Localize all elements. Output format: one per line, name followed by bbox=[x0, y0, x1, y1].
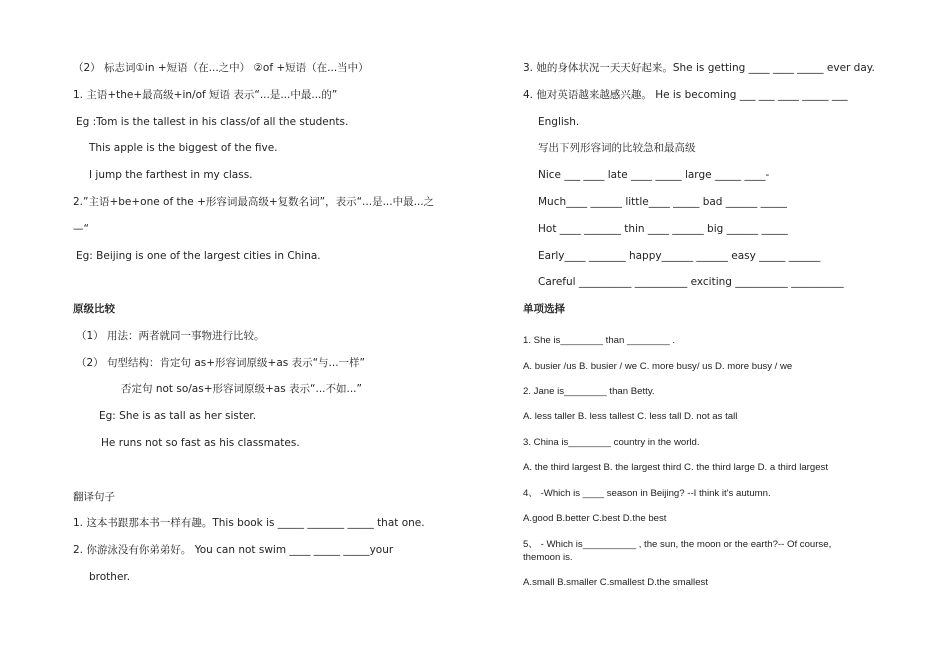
example-sister: Eg: She is as tall as her sister. bbox=[99, 410, 257, 422]
question-4: 4、 -Which is ____ season in Beijing? --I think it's autumn. bbox=[523, 488, 771, 499]
superlative-rule-2: 2.”主语+be+one of the +形容词最高级+复数名词”，表示“...是...中最...之 bbox=[73, 196, 435, 208]
structure-line: （2） 句型结构：肯定句 as+形容词原级+as 表示“与...一样” bbox=[76, 357, 365, 369]
example-jump: I jump the farthest in my class. bbox=[89, 169, 253, 181]
answers-3: A. the third largest B. the largest third C. the third large D. a third largest bbox=[523, 462, 829, 473]
question-5: 5、 - Which is__________ , the sun, the moon or the earth?-- Of course, themoon is. bbox=[523, 539, 832, 563]
answers-4: A.good B.better C.best D.the best bbox=[523, 513, 667, 524]
adjective-exercise-heading: 写出下列形容词的比较急和最高级 bbox=[538, 142, 696, 154]
example-apple: This apple is the biggest of the five. bbox=[89, 142, 278, 154]
superlative-rule-1: 1. 主语+the+最高级+in/of 短语 表示“...是...中最...的” bbox=[73, 89, 338, 101]
adjective-row-1: Nice ___ ____ late ____ _____ large _____ ____- bbox=[538, 169, 770, 181]
adjective-row-5: Careful __________ __________ exciting __________ __________ bbox=[538, 276, 844, 288]
example-classmates: He runs not so fast as his classmates. bbox=[101, 437, 300, 449]
translation-1: 1. 这本书跟那本书一样有趣。This book is _____ _______ _____ that one. bbox=[73, 517, 425, 529]
section-heading-translation: 翻译句子 bbox=[73, 491, 115, 503]
translation-4: 4. 他对英语越来越感兴趣。 He is becoming ___ ___ ____ _____ ___ bbox=[523, 89, 848, 101]
marker-words-line: （2） 标志词①in +短语（在...之中） ②of +短语（在...当中） bbox=[73, 62, 369, 74]
adjective-row-3: Hot ____ _______ thin ____ ______ big ______ _____ bbox=[538, 223, 788, 235]
example-tom: Eg :Tom is the tallest in his class/of all the students. bbox=[76, 116, 349, 128]
translation-2-cont: brother. bbox=[89, 571, 131, 583]
adjective-row-2: Much____ ______ little____ _____ bad ______ _____ bbox=[538, 196, 787, 208]
superlative-rule-2-cont: —“ bbox=[73, 223, 89, 235]
example-beijing: Eg: Beijing is one of the largest cities in China. bbox=[76, 250, 321, 262]
translation-2: 2. 你游泳没有你弟弟好。 You can not swim ____ _____ _____your bbox=[73, 544, 394, 556]
translation-3: 3. 她的身体状况一天天好起来。She is getting ____ ____ _____ ever day. bbox=[523, 62, 875, 74]
adjective-row-4: Early____ _______ happy______ ______ easy _____ ______ bbox=[538, 250, 821, 262]
question-1: 1. She is________ than ________ . bbox=[523, 335, 676, 346]
answers-2: A. less taller B. less tallest C. less tall D. not as tall bbox=[523, 411, 738, 422]
question-3: 3. China is________ country in the world. bbox=[523, 437, 700, 448]
section-heading-positive-degree: 原级比较 bbox=[73, 303, 115, 315]
section-heading-multiple-choice: 单项选择 bbox=[523, 303, 565, 315]
answers-1: A. busier /us B. busier / we C. more busy/ us D. more busy / we bbox=[523, 361, 793, 372]
usage-line: （1） 用法：两者就同一事物进行比较。 bbox=[76, 330, 265, 342]
translation-4-cont: English. bbox=[538, 116, 580, 128]
answers-5: A.small B.smaller C.smallest D.the smallest bbox=[523, 577, 708, 588]
question-2: 2. Jane is________ than Betty. bbox=[523, 386, 655, 397]
negative-structure-line: 否定句 not so/as+形容词原级+as 表示“...不如...” bbox=[121, 383, 362, 395]
